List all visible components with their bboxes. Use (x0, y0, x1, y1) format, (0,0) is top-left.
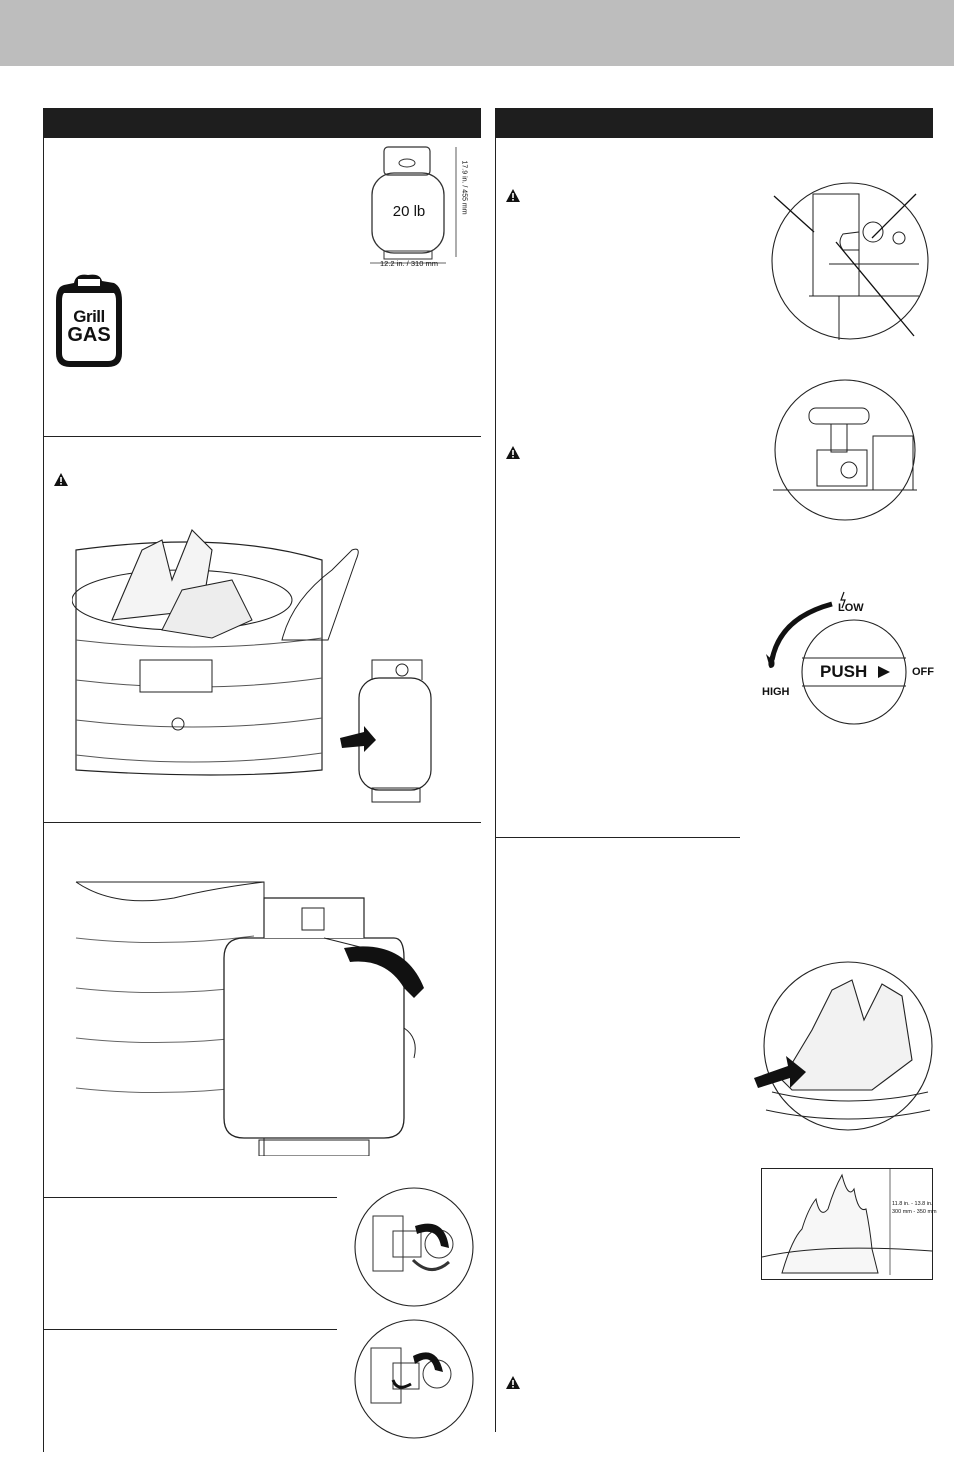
warning-icon (506, 446, 520, 459)
warning-icon (54, 473, 68, 486)
fire-log-placement-closeup-illustration (752, 960, 936, 1132)
tank-capacity-label: 20 lb (392, 203, 426, 220)
valve-open-closeup-illustration (353, 1186, 475, 1308)
flame-height-diagram (761, 1168, 937, 1280)
callout-lines (768, 190, 954, 340)
dial-push-label: PUSH (820, 662, 868, 681)
warning-icon (506, 1376, 520, 1389)
left-column-header-bar (43, 108, 481, 138)
flame-height-metric: 300 mm - 350 mm (892, 1209, 937, 1215)
tank-connection-closeup-illustration (74, 878, 434, 1156)
warning-icon (506, 189, 520, 202)
left-divider-2 (43, 822, 481, 823)
tank-height-dimension: 17.9 in. / 455 mm (460, 160, 468, 215)
left-divider-3 (43, 1197, 337, 1198)
gas-valve-knob-closeup-illustration (773, 378, 917, 522)
left-column-border (43, 138, 44, 1452)
dial-low-label: LOW (838, 602, 864, 614)
valve-close-closeup-illustration (353, 1318, 475, 1440)
fire-pit-with-tank-illustration (72, 520, 462, 812)
dial-off-label: OFF (912, 666, 934, 678)
dial-high-label: HIGH (762, 686, 790, 698)
propane-tank-dimensions-diagram (360, 145, 470, 270)
logo-text-gas: GAS (67, 324, 111, 346)
right-column-header-bar (495, 108, 933, 138)
grill-gas-logo (52, 271, 126, 371)
ignition-dial-diagram (756, 588, 946, 728)
logo-text-grill: Grill (73, 307, 105, 326)
left-divider-4 (43, 1329, 337, 1330)
right-divider-1 (495, 837, 740, 838)
tank-width-dimension: 12.2 in. / 310 mm (380, 259, 438, 268)
right-column-border (495, 138, 496, 1432)
left-divider-1 (43, 436, 481, 437)
flame-height-imperial: 11.8 in. - 13.8 in. (892, 1201, 933, 1207)
top-band (0, 0, 954, 66)
